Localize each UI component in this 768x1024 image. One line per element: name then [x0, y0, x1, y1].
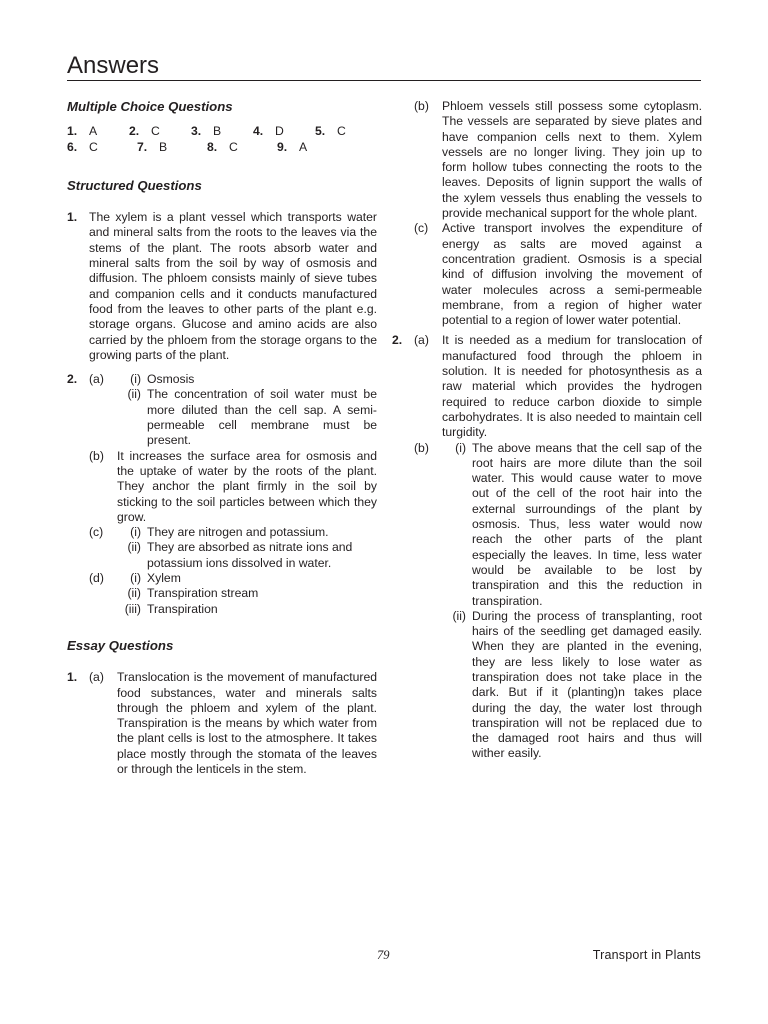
- chapter-title: Transport in Plants: [592, 948, 701, 962]
- structured-q1: 1. The xylem is a plant vessel which transports water and mineral salts from the roots to the leaves via the stems of the plant. The roots absorb water and mineral salts from the soil by way of osmosis and diffusion. The phloem consists mainly of sieve tubes and companion cells and it conducts manufactured food from the leaves to other parts of the plant e.g. storage organs. Glucose and amino acids are also carried by the phloem from the storage organs to the growing parts of the plant.: [67, 210, 377, 362]
- mcq-item: 3. B: [191, 124, 222, 139]
- part-b: (b) It increases the surface area for osmosis and the uptake of water by the roots of the plant. They anchor the plant firmly in the soil by sticking to the soil particles between which they grow.: [89, 448, 377, 524]
- mcq-item: 4. D: [253, 124, 284, 139]
- left-column: [67, 99, 377, 777]
- essay-q1-cont: [392, 99, 702, 328]
- title-rule: [67, 80, 701, 81]
- essay-heading: Essay Questions: [67, 637, 174, 653]
- page-number: 79: [377, 948, 390, 962]
- part-c: (c) (i) They are nitrogen and potassium. (ii) They are absorbed as nitrate ions and potassium ions dissolved in water.: [89, 525, 353, 570]
- mcq-item: 5. C: [315, 124, 346, 139]
- structured-heading: Structured Questions: [67, 177, 202, 193]
- essay-q2: 2. (a) It is needed as a medium for translocation of manufactured food through the phloem in solution. It is needed for photosynthesis as a raw material which provides the hydrogen required to reduce carbon dioxide to simple carbohydrates. It is also needed to maintain cell turgidity. (b) (i) The above means that the cell sap of the root hairs are more dilute than the soil water. This would cause water to move out of the cell of the root hair into the external surroundings of the plant by osmosis. Thus, less water would now reach the other parts of the plant especially the leaves. In time, less water would be available to be lost by transpiration and this the reduction in transpiration. (ii) During the process of transplanting, root hairs of the seedling get damaged easily. When they are planted in the evening, they are less likely to lose water as transpiration does not take place in the dark. But if it (planting)n takes place during the day, the water lost through transpiration will not be replaced due to the damaged root hairs and thus will wither easily.: [392, 333, 702, 761]
- part-a: (a) It is needed as a medium for translocation of manufactured food through the phloem in solution. It is needed for photosynthesis as a raw material which provides the hydrogen required to reduce carbon dioxide to simple carbohydrates. It is also needed to maintain cell turgidity.: [414, 333, 702, 440]
- page-title: Answers: [67, 52, 160, 79]
- mcq-answers: [67, 124, 377, 155]
- mcq-item: 6. C: [67, 139, 98, 154]
- mcq-row: [67, 140, 377, 155]
- part-b: (b) (i) The above means that the cell sap of the root hairs are more dilute than the soil water. This would cause water to move out of the cell of the root hair into the external surroundings of the plant by osmosis. Thus, less water would now reach the other parts of the plant especially the leaves. In time, less water would be available to be lost by transpiration and this the reduction in transpiration. (ii) During the process of transplanting, root hairs of the seedling get damaged easily. When they are planted in the evening, they are less likely to lose water as transpiration does not take place in the dark. But if it (planting)n takes place during the day, the water lost through transpiration will not be replaced due to the damaged root hairs and thus will wither easily.: [414, 440, 702, 761]
- mcq-item: 7. B: [137, 139, 168, 154]
- structured-q2: 2. (a) (i) Osmosis (ii) The concentration of soil water must be more diluted than the cell sap. A semi-permeable cell membrane must be present. (b) It increases the surface area for osmosis and the uptake of water by the roots of the plant. They anchor the plant firmly in the soil by sticking to the soil particles between which they grow. (c) (i) They are nitrogen and potassium. (ii) They are absorbed as nitrate ions and potassium ions dissolved in water. (d) (i) Xylem (ii) Transpiration stream (iii) Transpiration: [67, 372, 377, 616]
- part-a: (a) (i) Osmosis (ii) The concentration of soil water must be more diluted than the cell sap. A semi-permeable cell membrane must be present.: [89, 372, 377, 448]
- mcq-heading: Multiple Choice Questions: [67, 99, 233, 114]
- part-d: (d) (i) Xylem (ii) Transpiration stream (iii) Transpiration: [89, 571, 259, 616]
- mcq-item: 1. A: [67, 124, 98, 139]
- essay-q1: 1. (a) Translocation is the movement of manufactured food substances, water and minerals salts through the phloem and xylem of the plant. Transpiration is the means by which water from the plant cells is lost to the atmosphere. It takes place mostly through the stomata of the leaves or through the lenticels in the stem.: [67, 670, 377, 776]
- mcq-row: [67, 124, 377, 139]
- right-column: [392, 99, 702, 762]
- part-c: (c) Active transport involves the expenditure of energy as salts are moved against a concentration gradient. Osmosis is a special kind of diffusion involving the movement of water molecules across a semi-permeable membrane, from a region of higher water potential to a region of lower water potential.: [414, 221, 702, 328]
- part-b: (b) Phloem vessels still possess some cytoplasm. The vessels are separated by sieve plates and have companion cells next to them. Xylem vessels are no longer living. They join up to form hollow tubes connecting the roots to the leaves. Deposits of lignin support the walls of the xylem vessels thus enabling the vessels to provide mechanical support for the whole plant.: [414, 99, 702, 221]
- mcq-item: 2. C: [129, 124, 160, 139]
- mcq-item: 9. A: [277, 139, 308, 154]
- mcq-item: 8. C: [207, 139, 238, 154]
